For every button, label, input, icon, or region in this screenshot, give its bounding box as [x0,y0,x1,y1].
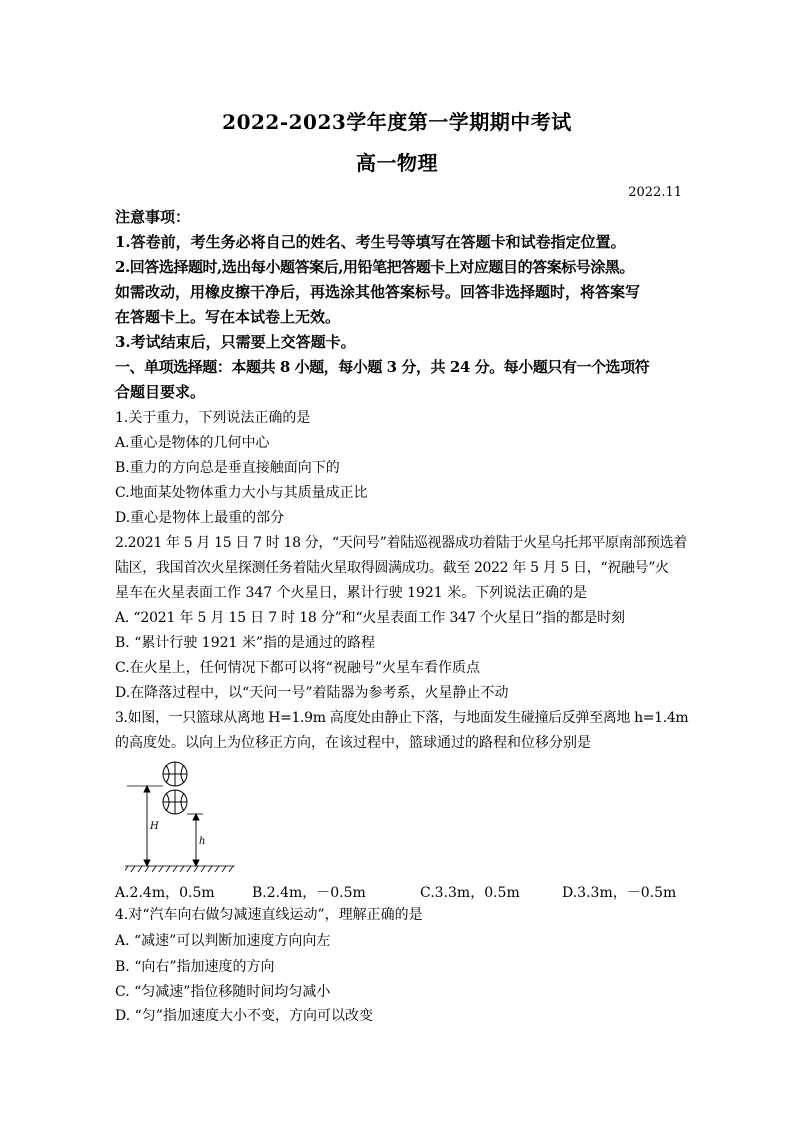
notice-item: 在答题卡上。写在本试卷上无效。 [115,308,341,326]
q2-option-c: C.在火星上，任何情况下都可以将“祝融号”火星车看作质点 [115,660,480,676]
notice-item: 1.答卷前，考生务必将自己的姓名、考生号等填写在答题卡和试卷指定位置。 [115,233,626,251]
q2-option-a: A. “2021 年 5 月 15 日 7 时 18 分”和“火星表面工作 347 个火星日”指的都是时刻 [115,610,625,626]
basketball-figure [125,758,245,873]
label-h: h [199,836,206,847]
q1-stem: 1.关于重力，下列说法正确的是 [115,410,311,426]
q3-option-d: D.3.3m，－0.5m [562,885,677,901]
exam-subject: 高一物理 [356,151,438,175]
q4-option-d: D. “匀”指加速度大小不变，方向可以改变 [115,1008,373,1024]
q3-option-a: A.2.4m，0.5m [115,885,215,901]
q2-stem: 2.2021 年 5 月 15 日 7 时 18 分，“天问号”着陆巡视器成功着陆于火星乌托邦平原南部预选着 [115,535,687,551]
q3-stem: 的高度处。以向上为位移正方向，在该过程中，篮球通过的路程和位移分别是 [115,735,591,751]
basketball-bottom-icon [163,790,187,814]
exam-title: 2022-2023学年度第一学期期中考试 [222,110,572,134]
q1-option-c: C.地面某处物体重力大小与其质量成正比 [115,485,368,501]
q4-option-a: A. “减速”可以判断加速度方向向左 [115,933,331,949]
notice-heading: 注意事项： [115,208,191,226]
q3-option-b: B.2.4m，－0.5m [252,885,366,901]
q2-option-d: D.在降落过程中，以“天问一号”着陆器为参考系，火星静止不动 [115,685,509,701]
q4-stem: 4.对“汽车向右做匀减速直线运动”，理解正确的是 [115,907,423,923]
q4-option-b: B. “向右”指加速度的方向 [115,959,275,975]
q3-option-c: C.3.3m，0.5m [420,885,520,901]
q2-stem: 陆区，我国首次火星探测任务着陆火星取得圆满成功。截至 2022 年 5 月 5 日，“祝融号”火 [115,560,669,576]
section-heading: 一、单项选择题：本题共 8 小题，每小题 3 分，共 24 分。每小题只有一个选项符 [115,358,650,376]
q1-option-a: A.重心是物体的几何中心 [115,435,270,451]
q1-option-d: D.重心是物体上最重的部分 [115,510,285,526]
notice-item: 3.考试结束后，只需要上交答题卡。 [115,333,356,351]
notice-item: 如需改动，用橡皮擦干净后，再选涂其他答案标号。回答非选择题时，将答案写 [115,283,641,301]
q2-stem: 星车在火星表面工作 347 个火星日，累计行驶 1921 米。下列说法正确的是 [115,585,588,601]
notice-item: 2.回答选择题时,选出每小题答案后,用铅笔把答题卡上对应题目的答案标号涂黑。 [115,258,635,276]
q4-option-c: C. “匀减速”指位移随时间均匀减小 [115,984,331,1000]
exam-date: 2022.11 [628,185,682,200]
section-heading-cont: 合题目要求。 [115,383,206,401]
basketball-top-icon [163,762,187,786]
q1-option-b: B.重力的方向总是垂直接触面向下的 [115,460,340,476]
ground-icon [125,866,235,872]
q3-stem: 3.如图，一只篮球从离地 H=1.9m 高度处由静止下落，与地面发生碰撞后反弹至离地 h=1.4m [115,710,689,726]
q2-option-b: B. “累计行驶 1921 米”指的是通过的路程 [115,635,376,651]
label-H: H [150,821,159,832]
